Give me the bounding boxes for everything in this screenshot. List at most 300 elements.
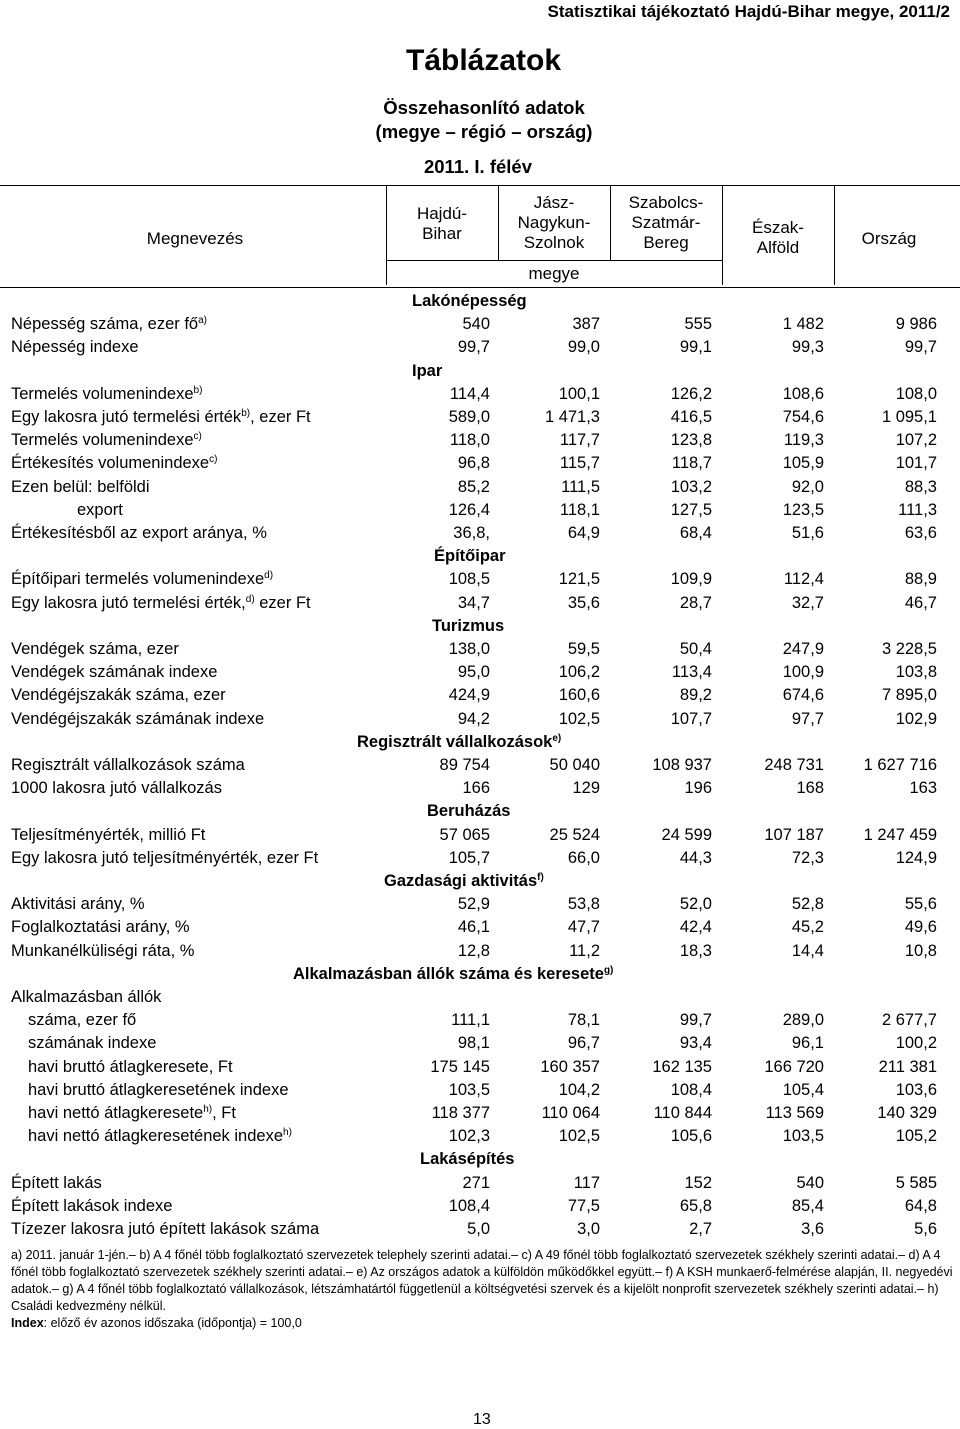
table-cell: 100,1: [558, 384, 600, 403]
table-cell: 96,7: [567, 1034, 600, 1053]
table-cell: 95,0: [457, 663, 490, 682]
table-cell: 66,0: [567, 848, 600, 867]
table-cell: 105,6: [670, 1127, 712, 1146]
footnotes: a) 2011. január 1-jén.– b) A 4 főnél több foglalkoztató szervezetek telephely szerinti adatai.– c) A 49 főnél több foglalkoztató szervezetek székhely szerinti adatai.– d) A 4 főnél több foglalkoztató szervezetek székhely szerinti adatai.– e) Az országos adatok a külföldön működőkkel együtt.– f) A KSH munkaerő-felmérése alapján, II. negyedévi adatok.– g) A 4 főnél több foglalkoztató vállalkozások, létszámhatártól függetlenül a költségvetési szervek és a kijelölt nonprofit szervezetek székhely szerinti adatai.– h) Családi kedvezmény nélkül.: [11, 1248, 953, 1313]
table-cell: 100,2: [895, 1034, 937, 1053]
table-cell: 108,4: [448, 1196, 490, 1215]
table-row: [0, 431, 960, 453]
table-cell: 126,2: [670, 384, 712, 403]
subtitle-line-2: (megye – régió – ország): [375, 121, 593, 142]
table-row: [0, 454, 960, 476]
row-label: [11, 988, 161, 1007]
table-cell: 5 585: [895, 1173, 937, 1192]
table-cell: 47,7: [567, 918, 600, 937]
row-label: [11, 686, 226, 705]
table-cell: 96,1: [791, 1034, 824, 1053]
table-cell: 103,8: [895, 663, 937, 682]
row-label-text: Alkalmazásban állók: [11, 988, 162, 1006]
table-cell: 44,3: [679, 848, 712, 867]
table-cell: 11,2: [569, 941, 600, 960]
table-cell: 196: [684, 779, 712, 798]
row-label-text: Népesség indexe: [11, 338, 139, 357]
table-row: [0, 1081, 960, 1103]
table-cell: 98,1: [457, 1034, 490, 1053]
table-cell: 49,6: [904, 918, 937, 937]
row-label: [11, 1197, 172, 1216]
row-label-text: havi nettó átlagkeresetének indexe: [28, 1127, 284, 1146]
row-label: [28, 1034, 156, 1053]
table-cell: 100,9: [782, 663, 824, 682]
table-cell: 108,6: [782, 384, 824, 403]
table-cell: 102,5: [558, 709, 600, 728]
table-cell: 271: [462, 1173, 490, 1192]
header-top-rule: [0, 185, 960, 186]
row-label: [11, 570, 273, 589]
table-cell: 108,4: [670, 1080, 712, 1099]
table-cell: 121,5: [558, 570, 600, 589]
table-cell: 92,0: [791, 477, 824, 496]
table-row: [0, 756, 960, 778]
table-cell: 103,6: [895, 1080, 937, 1099]
table-cell: 103,5: [448, 1080, 490, 1099]
table-cell: 111,5: [561, 477, 600, 496]
table-cell: 94,2: [457, 709, 490, 728]
table-cell: 52,0: [679, 895, 712, 914]
row-label-text: Regisztrált vállalkozások száma: [11, 756, 245, 774]
row-label-text: Teljesítményérték, millió Ft: [11, 825, 206, 844]
col-head-jasz: Jász- Nagykun- Szolnok: [517, 193, 591, 252]
table-cell: 64,9: [567, 524, 600, 542]
section-title-text: Beruházás: [427, 802, 511, 821]
row-label: [11, 1220, 319, 1239]
row-label-sup: b): [193, 384, 203, 396]
table-cell: 32,7: [791, 593, 824, 612]
col-head-eszak-alfold: Észak- Alföld: [752, 218, 804, 257]
table-cell: 424,9: [448, 686, 490, 705]
section-title: [357, 733, 561, 752]
header-bottom-rule: [0, 287, 960, 288]
table-cell: 24 599: [661, 825, 712, 844]
index-note-bold: Index: [11, 1316, 44, 1330]
table-cell: 10,8: [904, 941, 937, 960]
table-cell: 1 247 459: [863, 825, 937, 844]
table-cell: 118,7: [671, 454, 712, 473]
table-cell: 175 145: [430, 1057, 490, 1076]
section-title-sup: f): [537, 872, 544, 883]
row-label-text: Munkanélküliségi ráta, %: [11, 941, 195, 960]
table-cell: 72,3: [791, 848, 824, 867]
table-cell: 63,6: [904, 524, 937, 542]
table-cell: 247,9: [782, 640, 824, 658]
table-cell: 51,6: [791, 524, 824, 542]
section-title-text: Építőipar: [434, 547, 506, 566]
table-cell: 99,1: [679, 338, 712, 357]
table-cell: 65,8: [679, 1196, 712, 1215]
table-cell: 2,7: [689, 1220, 712, 1238]
row-label-text: száma, ezer fő: [28, 1011, 137, 1030]
row-label: [11, 895, 145, 914]
table-row: [0, 1220, 960, 1242]
table-cell: 163: [909, 779, 937, 798]
table-row: [0, 1104, 960, 1126]
row-label-text: Termelés volumenindexe: [11, 384, 194, 403]
table-cell: 166 720: [764, 1057, 824, 1076]
table-cell: 89,2: [679, 686, 712, 705]
col-head-megye: megye: [528, 264, 580, 283]
table-cell: 105,4: [782, 1080, 824, 1099]
table-cell: 9 986: [895, 315, 937, 334]
row-label-text: számának indexe: [28, 1034, 157, 1053]
section-title: [293, 965, 613, 984]
table-cell: 5,6: [914, 1220, 937, 1238]
row-label-text: Értékesítésből az export aránya, %: [11, 524, 267, 542]
table-cell: 68,4: [679, 524, 712, 542]
row-label-sup: h): [283, 1127, 292, 1139]
row-label-suffix: , ezer Ft: [250, 408, 311, 426]
table-cell: 105,2: [895, 1127, 937, 1146]
table-cell: 85,4: [791, 1196, 824, 1215]
table-cell: 107 187: [764, 825, 824, 844]
table-row: [0, 570, 960, 592]
table-cell: 129: [572, 779, 600, 798]
table-cell: 102,9: [895, 709, 937, 728]
index-note: [11, 1315, 956, 1332]
index-note-text: : előző év azonos időszaka (időpontja) = 100,0: [43, 1316, 302, 1330]
table-row: [0, 408, 960, 430]
section-title-text: Gazdasági aktivitás: [384, 872, 538, 890]
row-label: [28, 1058, 233, 1077]
table-row: [0, 594, 960, 616]
table-cell: 113,4: [671, 663, 712, 682]
table-row: [0, 478, 960, 500]
section-title-sup: g): [603, 964, 614, 976]
table-cell: 99,3: [791, 338, 824, 357]
table-cell: 3 228,5: [881, 640, 937, 658]
table-row: [0, 1174, 960, 1196]
table-cell: 126,4: [448, 500, 490, 519]
table-row: [0, 1011, 960, 1033]
row-label-text: 1000 lakosra jutó vállalkozás: [11, 779, 222, 798]
row-label: [11, 826, 205, 845]
row-label-text: Foglalkoztatási arány, %: [11, 918, 190, 937]
row-label-text: Vendégek száma, ezer: [11, 640, 179, 658]
table-cell: 102,3: [448, 1127, 490, 1146]
section-title-text: Regisztrált vállalkozások: [357, 732, 553, 751]
row-label: [28, 1104, 236, 1123]
table-row: [0, 663, 960, 685]
table-cell: 114,4: [449, 384, 490, 403]
table-cell: 138,0: [448, 640, 490, 658]
table-row: [0, 710, 960, 732]
table-cell: 28,7: [679, 593, 712, 612]
col-head-name: Megnevezés: [146, 229, 244, 248]
section-title-text: Lakásépítés: [420, 1150, 515, 1169]
row-label: [11, 710, 264, 729]
row-label-text: havi bruttó átlagkeresete, Ft: [28, 1057, 233, 1076]
section-title: [434, 547, 506, 566]
table-cell: 113 569: [765, 1104, 824, 1122]
table-cell: 88,3: [904, 477, 937, 496]
table-cell: 119,3: [783, 431, 824, 450]
table-row: [0, 849, 960, 871]
table-cell: 168: [796, 779, 824, 798]
col-head-orszag: Ország: [861, 229, 917, 248]
table-row: [0, 686, 960, 708]
table-cell: 123,8: [670, 431, 712, 450]
table-cell: 103,2: [670, 477, 712, 496]
row-label: [11, 663, 217, 682]
table-cell: 111,3: [898, 500, 937, 519]
section-title: [432, 617, 504, 636]
table-row: [0, 942, 960, 964]
section-title-text: Lakónépesség: [412, 292, 527, 310]
row-label-text: Termelés volumenindexe: [11, 431, 194, 450]
section-title: [384, 872, 544, 891]
col-head-hajdu-bihar: Hajdú- Bihar: [416, 204, 468, 243]
table-row: [0, 895, 960, 917]
section-title-sup: e): [552, 732, 562, 744]
table-row: [0, 501, 960, 523]
subtitle-line-1: Összehasonlító adatok: [383, 97, 585, 118]
row-label-sup: d): [245, 593, 255, 605]
table-cell: 109,9: [670, 570, 712, 589]
table-row: [0, 988, 960, 1010]
row-label: [11, 385, 202, 404]
table-cell: 57 065: [439, 825, 490, 844]
table-cell: 105,9: [782, 454, 824, 473]
table-cell: 5,0: [467, 1220, 490, 1238]
table-row: [0, 315, 960, 337]
table-cell: 64,8: [904, 1196, 937, 1215]
row-label: [11, 524, 267, 543]
row-label-text: Népesség száma, ezer fő: [11, 315, 199, 334]
table-cell: 111,1: [451, 1011, 490, 1030]
table-cell: 1 471,3: [544, 408, 600, 426]
table-cell: 416,5: [670, 408, 712, 426]
row-label: [11, 1174, 102, 1193]
table-cell: 108,5: [448, 570, 490, 589]
row-label: [11, 594, 311, 613]
row-label-text: Ezen belül: belföldi: [11, 477, 150, 496]
table-cell: 117,7: [559, 431, 600, 450]
table-cell: 110 064: [541, 1104, 600, 1122]
table-cell: 97,7: [791, 709, 824, 728]
section-title: [412, 362, 442, 381]
table-cell: 118,0: [449, 431, 490, 450]
row-label: [28, 1011, 136, 1030]
table-cell: 112,4: [783, 570, 824, 589]
table-row: [0, 1058, 960, 1080]
table-cell: 118 377: [431, 1104, 490, 1122]
row-label-text: Egy lakosra jutó termelési érték,: [11, 593, 246, 612]
table-cell: 55,6: [904, 895, 937, 914]
table-cell: 3,6: [801, 1220, 824, 1238]
table-row: [0, 826, 960, 848]
table-cell: 103,5: [782, 1127, 824, 1146]
row-label-text: Aktivitási arány, %: [11, 895, 145, 914]
row-label: [11, 756, 245, 775]
table-cell: 540: [796, 1173, 824, 1192]
table-cell: 102,5: [558, 1127, 600, 1146]
table-cell: 99,7: [904, 338, 937, 357]
table-cell: 18,3: [679, 941, 712, 960]
col-head-szabolcs: Szabolcs- Szatmár- Bereg: [628, 193, 704, 252]
table-cell: 107,2: [895, 431, 937, 450]
table-row: [0, 524, 960, 546]
row-label-sup: b): [241, 408, 251, 419]
table-cell: 123,5: [782, 500, 824, 519]
table-cell: 289,0: [782, 1011, 824, 1030]
page-number: 13: [473, 1411, 491, 1428]
table-cell: 99,7: [457, 338, 490, 357]
row-label: [11, 942, 194, 961]
table-cell: 99,0: [567, 338, 600, 357]
row-label: [11, 408, 311, 427]
table-cell: 99,7: [679, 1011, 712, 1030]
row-label-suffix: , Ft: [212, 1104, 236, 1122]
table-cell: 140 329: [877, 1104, 937, 1122]
table-cell: 1 095,1: [881, 408, 937, 426]
page-title: Táblázatok: [406, 44, 562, 77]
table-cell: 50,4: [679, 640, 712, 658]
table-cell: 101,7: [895, 454, 937, 473]
section-title: [420, 1150, 514, 1169]
table-cell: 248 731: [764, 756, 824, 774]
row-label-sup: a): [198, 315, 207, 327]
row-label-text: Egy lakosra jutó termelési érték: [11, 408, 242, 426]
row-label: [11, 338, 139, 357]
row-label-text: Egy lakosra jutó teljesítményérték, ezer Ft: [11, 848, 319, 867]
table-row: [0, 1197, 960, 1219]
table-cell: 14,4: [791, 941, 824, 960]
table-cell: 59,5: [567, 640, 600, 658]
table-cell: 152: [684, 1173, 712, 1192]
table-row: [0, 1127, 960, 1149]
table-cell: 106,2: [558, 663, 600, 682]
table-cell: 160,6: [558, 686, 600, 705]
row-label-sup: c): [193, 431, 202, 443]
table-cell: 124,9: [895, 848, 937, 867]
table-cell: 52,9: [457, 895, 490, 914]
table-cell: 387: [572, 315, 600, 334]
table-cell: 211 381: [878, 1057, 937, 1076]
table-cell: 118,1: [559, 500, 600, 519]
row-label: [28, 1127, 292, 1146]
table-cell: 674,6: [782, 686, 824, 705]
table-cell: 78,1: [567, 1011, 600, 1030]
table-cell: 127,5: [670, 500, 712, 519]
table-cell: 52,8: [791, 895, 824, 914]
table-cell: 93,4: [679, 1034, 712, 1053]
megye-rule: [386, 260, 722, 261]
table-cell: 108,0: [895, 384, 937, 403]
row-label-text: Épített lakás: [11, 1173, 102, 1192]
row-label-text: Tízezer lakosra jutó épített lakások száma: [11, 1220, 320, 1238]
table-cell: 540: [462, 315, 490, 334]
section-title: [427, 802, 510, 821]
section-title: [412, 292, 527, 311]
table-cell: 77,5: [567, 1196, 600, 1215]
row-label-text: Épített lakások indexe: [11, 1196, 173, 1215]
table-row: [0, 779, 960, 801]
page-header: Statisztikai tájékoztató Hajdú-Bihar megye, 2011/2: [547, 2, 950, 21]
table-cell: 2 677,7: [881, 1011, 937, 1030]
table-cell: 1 482: [782, 315, 824, 334]
table-cell: 166: [462, 779, 490, 798]
row-label-sup: h): [203, 1104, 213, 1115]
row-label: [11, 315, 207, 334]
table-cell: 85,2: [457, 477, 490, 496]
table-cell: 96,8: [457, 454, 490, 473]
row-label: [11, 431, 202, 450]
table-cell: 89 754: [439, 756, 490, 774]
table-cell: 1 627 716: [863, 756, 937, 774]
table-cell: 53,8: [567, 895, 600, 914]
table-cell: 108 937: [652, 756, 712, 774]
row-label-text: havi nettó átlagkeresete: [28, 1104, 204, 1122]
table-row: [0, 918, 960, 940]
table-cell: 3,0: [577, 1220, 600, 1238]
table-cell: 160 357: [540, 1057, 600, 1076]
table-cell: 555: [684, 315, 712, 334]
table-row: [0, 338, 960, 360]
table-cell: 42,4: [679, 918, 712, 937]
section-title-text: Ipar: [412, 361, 443, 380]
row-label: [11, 779, 222, 798]
row-label: [77, 501, 123, 520]
table-row: [0, 385, 960, 407]
table-cell: 25 524: [549, 825, 600, 844]
row-label: [11, 918, 190, 937]
table-cell: 115,7: [559, 454, 600, 473]
table-cell: 589,0: [448, 408, 490, 426]
row-label-text: export: [77, 500, 123, 519]
table-cell: 7 895,0: [881, 686, 937, 705]
table-row: [0, 640, 960, 662]
row-label-text: Építőipari termelés volumenindexe: [11, 570, 265, 589]
table-cell: 36,8,: [453, 524, 490, 542]
table-row: [0, 1034, 960, 1056]
table-cell: 46,1: [457, 918, 490, 937]
row-label-sup: c): [209, 454, 218, 466]
row-label-sup: d): [264, 570, 274, 582]
table-cell: 110 844: [653, 1104, 712, 1122]
row-label-text: Vendégéjszakák száma, ezer: [11, 686, 226, 705]
row-label-suffix: ezer Ft: [254, 593, 311, 612]
row-label: [11, 478, 150, 497]
row-label-text: Értékesítés volumenindexe: [11, 454, 210, 473]
table-cell: 754,6: [782, 408, 824, 426]
table-cell: 104,2: [558, 1080, 600, 1099]
subtitle-line-3: 2011. I. félév: [423, 156, 532, 177]
row-label: [11, 454, 217, 473]
row-label-text: Vendégéjszakák számának indexe: [11, 709, 265, 728]
table-cell: 50 040: [549, 756, 600, 774]
table-cell: 34,7: [457, 593, 490, 612]
table-cell: 46,7: [904, 593, 937, 612]
row-label: [11, 849, 318, 868]
row-label-text: Vendégek számának indexe: [11, 663, 218, 682]
table-cell: 105,7: [448, 848, 490, 867]
row-label: [11, 640, 179, 659]
section-title-text: Turizmus: [432, 616, 505, 635]
table-cell: 35,6: [567, 593, 600, 612]
table-cell: 117: [573, 1173, 600, 1192]
section-title-text: Alkalmazásban állók száma és keresete: [293, 964, 604, 983]
row-label: [28, 1081, 289, 1100]
table-cell: 12,8: [457, 941, 490, 960]
table-cell: 107,7: [670, 709, 712, 728]
